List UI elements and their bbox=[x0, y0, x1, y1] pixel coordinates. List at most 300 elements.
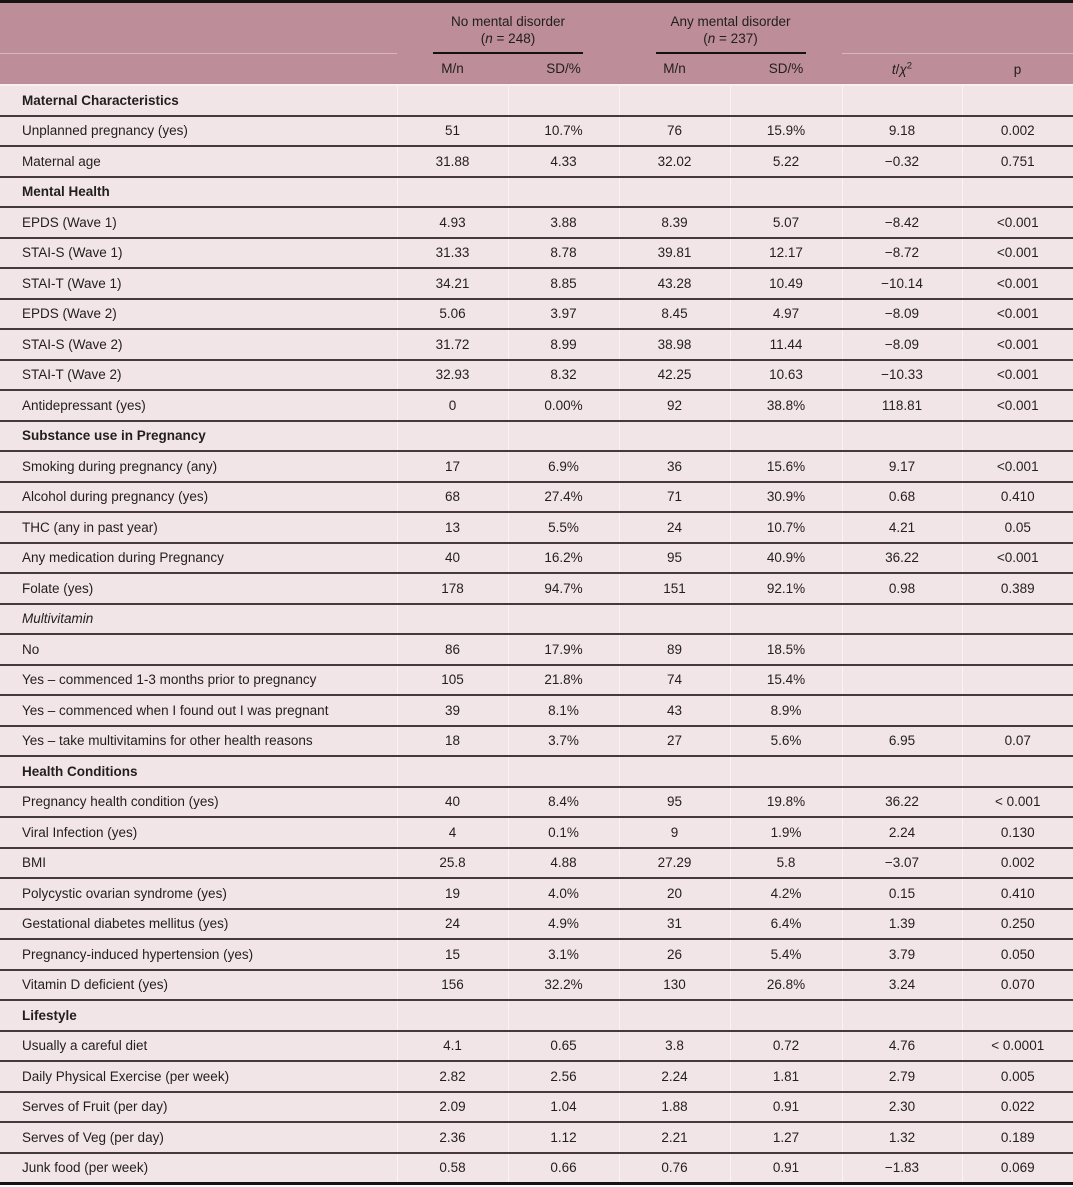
table-row bbox=[0, 1122, 1073, 1153]
subheader-row bbox=[0, 54, 1073, 86]
row-label: Mental Health bbox=[0, 177, 397, 208]
cell-p bbox=[962, 756, 1073, 787]
table-header bbox=[0, 2, 1073, 86]
row-label: Gestational diabetes mellitus (yes) bbox=[0, 909, 397, 940]
cell-sd-1: 32.2% bbox=[508, 970, 619, 1001]
row-label: Yes – commenced when I found out I was pregnant bbox=[0, 695, 397, 726]
row-label: Pregnancy health condition (yes) bbox=[0, 787, 397, 818]
table-row bbox=[0, 1153, 1073, 1184]
cell-sd-1: 0.66 bbox=[508, 1153, 619, 1184]
cell-mn-1: 19 bbox=[397, 878, 508, 909]
cell-mn-2 bbox=[619, 756, 730, 787]
row-label: Substance use in Pregnancy bbox=[0, 421, 397, 452]
cell-sd-1: 3.7% bbox=[508, 726, 619, 757]
group-header-no-mental-disorder bbox=[397, 2, 619, 54]
cell-p: 0.410 bbox=[962, 878, 1073, 909]
cell-mn-1: 156 bbox=[397, 970, 508, 1001]
cell-mn-2: 74 bbox=[619, 665, 730, 696]
empty-p-header bbox=[962, 2, 1073, 54]
cell-mn-2: 24 bbox=[619, 512, 730, 543]
cell-t-chi-square: 3.79 bbox=[842, 939, 962, 970]
cell-mn-1: 40 bbox=[397, 787, 508, 818]
cell-mn-1: 31.33 bbox=[397, 238, 508, 269]
section-header-row bbox=[0, 421, 1073, 452]
cell-t-chi-square: −8.09 bbox=[842, 329, 962, 360]
cell-mn-2: 76 bbox=[619, 116, 730, 147]
cell-t-chi-square: 2.30 bbox=[842, 1092, 962, 1123]
row-label: Yes – take multivitamins for other health reasons bbox=[0, 726, 397, 757]
cell-p bbox=[962, 604, 1073, 635]
table-row bbox=[0, 695, 1073, 726]
cell-mn-1: 17 bbox=[397, 451, 508, 482]
cell-mn-1: 5.06 bbox=[397, 299, 508, 330]
row-label: Junk food (per week) bbox=[0, 1153, 397, 1184]
table-row bbox=[0, 909, 1073, 940]
column-header-t-chi-square: $t/\chi^2$ bbox=[842, 54, 962, 86]
section-header-row bbox=[0, 177, 1073, 208]
cell-t-chi-square: −10.33 bbox=[842, 360, 962, 391]
section-header-row bbox=[0, 85, 1073, 116]
row-label: Antidepressant (yes) bbox=[0, 390, 397, 421]
cell-sd-2: 19.8% bbox=[730, 787, 842, 818]
cell-mn-1: 0 bbox=[397, 390, 508, 421]
table-row bbox=[0, 390, 1073, 421]
cell-t-chi-square bbox=[842, 634, 962, 665]
table-row bbox=[0, 939, 1073, 970]
cell-sd-1: 3.97 bbox=[508, 299, 619, 330]
cell-mn-1: 34.21 bbox=[397, 268, 508, 299]
cell-sd-1: 8.99 bbox=[508, 329, 619, 360]
section-header-row bbox=[0, 756, 1073, 787]
cell-p: 0.002 bbox=[962, 116, 1073, 147]
cell-mn-2: 36 bbox=[619, 451, 730, 482]
row-label: Daily Physical Exercise (per week) bbox=[0, 1061, 397, 1092]
cell-t-chi-square: 9.17 bbox=[842, 451, 962, 482]
cell-sd-1: 16.2% bbox=[508, 543, 619, 574]
cell-mn-1 bbox=[397, 177, 508, 208]
cell-sd-1: 4.33 bbox=[508, 146, 619, 177]
table-row bbox=[0, 970, 1073, 1001]
cell-sd-2: 1.81 bbox=[730, 1061, 842, 1092]
cell-t-chi-square: −10.14 bbox=[842, 268, 962, 299]
cell-mn-2: 1.88 bbox=[619, 1092, 730, 1123]
cell-mn-2: 3.8 bbox=[619, 1031, 730, 1062]
row-label: Serves of Veg (per day) bbox=[0, 1122, 397, 1153]
cell-mn-2 bbox=[619, 604, 730, 635]
row-label: STAI-S (Wave 2) bbox=[0, 329, 397, 360]
cell-p: 0.189 bbox=[962, 1122, 1073, 1153]
cell-sd-2: 0.72 bbox=[730, 1031, 842, 1062]
cell-mn-2: 39.81 bbox=[619, 238, 730, 269]
cell-sd-1: 21.8% bbox=[508, 665, 619, 696]
row-label: Smoking during pregnancy (any) bbox=[0, 451, 397, 482]
cell-sd-2: 5.8 bbox=[730, 848, 842, 879]
table-row bbox=[0, 634, 1073, 665]
cell-t-chi-square: 3.24 bbox=[842, 970, 962, 1001]
table-row bbox=[0, 573, 1073, 604]
cell-mn-1: 4.93 bbox=[397, 207, 508, 238]
row-label: STAI-T (Wave 2) bbox=[0, 360, 397, 391]
cell-mn-1: 68 bbox=[397, 482, 508, 513]
cell-sd-2 bbox=[730, 756, 842, 787]
table-row bbox=[0, 329, 1073, 360]
cell-mn-2: 8.39 bbox=[619, 207, 730, 238]
cell-mn-2: 9 bbox=[619, 817, 730, 848]
cell-t-chi-square bbox=[842, 756, 962, 787]
row-label: Yes – commenced 1-3 months prior to pregnancy bbox=[0, 665, 397, 696]
cell-mn-2: 130 bbox=[619, 970, 730, 1001]
cell-sd-1: 8.32 bbox=[508, 360, 619, 391]
cell-mn-1 bbox=[397, 756, 508, 787]
cell-sd-2: 1.9% bbox=[730, 817, 842, 848]
table-row bbox=[0, 360, 1073, 391]
cell-sd-2: 0.91 bbox=[730, 1153, 842, 1184]
row-label: Any medication during Pregnancy bbox=[0, 543, 397, 574]
cell-mn-2: 89 bbox=[619, 634, 730, 665]
cell-t-chi-square: −8.42 bbox=[842, 207, 962, 238]
cell-sd-2: 18.5% bbox=[730, 634, 842, 665]
row-label: Maternal age bbox=[0, 146, 397, 177]
row-label: STAI-S (Wave 1) bbox=[0, 238, 397, 269]
row-label: BMI bbox=[0, 848, 397, 879]
cell-mn-1: 4 bbox=[397, 817, 508, 848]
cell-sd-1: 4.9% bbox=[508, 909, 619, 940]
table-row bbox=[0, 726, 1073, 757]
cell-t-chi-square: 36.22 bbox=[842, 787, 962, 818]
cell-sd-2: 15.6% bbox=[730, 451, 842, 482]
cell-sd-1: 1.04 bbox=[508, 1092, 619, 1123]
row-label: Unplanned pregnancy (yes) bbox=[0, 116, 397, 147]
table-row bbox=[0, 116, 1073, 147]
cell-p: < 0.001 bbox=[962, 787, 1073, 818]
cell-sd-2: 26.8% bbox=[730, 970, 842, 1001]
cell-p: <0.001 bbox=[962, 299, 1073, 330]
cell-mn-2: 26 bbox=[619, 939, 730, 970]
cell-sd-1: 8.4% bbox=[508, 787, 619, 818]
cell-t-chi-square: 1.32 bbox=[842, 1122, 962, 1153]
cell-sd-2: 4.2% bbox=[730, 878, 842, 909]
cell-sd-1 bbox=[508, 604, 619, 635]
cell-p: <0.001 bbox=[962, 268, 1073, 299]
cell-p: 0.070 bbox=[962, 970, 1073, 1001]
table-row bbox=[0, 543, 1073, 574]
cell-mn-1: 18 bbox=[397, 726, 508, 757]
section-header-row bbox=[0, 604, 1073, 635]
cell-mn-2: 71 bbox=[619, 482, 730, 513]
cell-mn-1: 0.58 bbox=[397, 1153, 508, 1184]
cell-mn-2 bbox=[619, 85, 730, 116]
cell-sd-2: 5.07 bbox=[730, 207, 842, 238]
column-header-p: p bbox=[962, 54, 1073, 86]
cell-sd-1: 8.1% bbox=[508, 695, 619, 726]
cell-p bbox=[962, 85, 1073, 116]
cell-sd-2: 10.63 bbox=[730, 360, 842, 391]
row-label: Viral Infection (yes) bbox=[0, 817, 397, 848]
cell-p: < 0.0001 bbox=[962, 1031, 1073, 1062]
cell-p: <0.001 bbox=[962, 451, 1073, 482]
cell-t-chi-square: 118.81 bbox=[842, 390, 962, 421]
cell-t-chi-square: 0.98 bbox=[842, 573, 962, 604]
table-row bbox=[0, 848, 1073, 879]
cell-t-chi-square bbox=[842, 1000, 962, 1031]
table-row bbox=[0, 665, 1073, 696]
cell-sd-2: 6.4% bbox=[730, 909, 842, 940]
row-label: EPDS (Wave 2) bbox=[0, 299, 397, 330]
cell-sd-1: 5.5% bbox=[508, 512, 619, 543]
cell-mn-1: 15 bbox=[397, 939, 508, 970]
table-row bbox=[0, 512, 1073, 543]
column-header-sd-2: SD/% bbox=[730, 54, 842, 86]
cell-t-chi-square: 1.39 bbox=[842, 909, 962, 940]
cell-sd-1: 0.1% bbox=[508, 817, 619, 848]
cell-t-chi-square: 36.22 bbox=[842, 543, 962, 574]
cell-mn-2: 27 bbox=[619, 726, 730, 757]
row-label: Polycystic ovarian syndrome (yes) bbox=[0, 878, 397, 909]
cell-mn-1: 31.72 bbox=[397, 329, 508, 360]
table-row bbox=[0, 207, 1073, 238]
table-row bbox=[0, 878, 1073, 909]
row-label: Pregnancy-induced hypertension (yes) bbox=[0, 939, 397, 970]
table-row bbox=[0, 787, 1073, 818]
cell-t-chi-square: 4.76 bbox=[842, 1031, 962, 1062]
cell-p: 0.005 bbox=[962, 1061, 1073, 1092]
cell-sd-2: 15.9% bbox=[730, 116, 842, 147]
cell-mn-2 bbox=[619, 1000, 730, 1031]
empty-label-subheader bbox=[0, 54, 397, 86]
cell-p: 0.002 bbox=[962, 848, 1073, 879]
cell-t-chi-square bbox=[842, 665, 962, 696]
cell-sd-1: 8.85 bbox=[508, 268, 619, 299]
cell-p: <0.001 bbox=[962, 543, 1073, 574]
column-header-mn-1: M/n bbox=[397, 54, 508, 86]
cell-mn-2: 43.28 bbox=[619, 268, 730, 299]
cell-mn-2: 43 bbox=[619, 695, 730, 726]
cell-t-chi-square: −8.72 bbox=[842, 238, 962, 269]
cell-mn-1: 51 bbox=[397, 116, 508, 147]
cell-p: <0.001 bbox=[962, 390, 1073, 421]
cell-sd-2: 10.7% bbox=[730, 512, 842, 543]
cell-t-chi-square bbox=[842, 177, 962, 208]
table-body bbox=[0, 85, 1073, 1184]
row-label: No bbox=[0, 634, 397, 665]
cell-mn-2: 32.02 bbox=[619, 146, 730, 177]
cell-mn-2: 27.29 bbox=[619, 848, 730, 879]
cell-mn-1: 2.09 bbox=[397, 1092, 508, 1123]
cell-sd-1: 17.9% bbox=[508, 634, 619, 665]
cell-mn-1: 31.88 bbox=[397, 146, 508, 177]
cell-t-chi-square: −3.07 bbox=[842, 848, 962, 879]
cell-mn-2: 2.21 bbox=[619, 1122, 730, 1153]
group-sample-size: (n = 237) bbox=[703, 30, 758, 46]
cell-p bbox=[962, 177, 1073, 208]
cell-sd-1: 27.4% bbox=[508, 482, 619, 513]
cell-mn-1: 105 bbox=[397, 665, 508, 696]
cell-sd-1: 1.12 bbox=[508, 1122, 619, 1153]
cell-p: 0.410 bbox=[962, 482, 1073, 513]
table-row bbox=[0, 238, 1073, 269]
cell-mn-1: 24 bbox=[397, 909, 508, 940]
table-row bbox=[0, 146, 1073, 177]
row-label: Health Conditions bbox=[0, 756, 397, 787]
cell-t-chi-square: 9.18 bbox=[842, 116, 962, 147]
cell-sd-2: 40.9% bbox=[730, 543, 842, 574]
row-label: Multivitamin bbox=[0, 604, 397, 635]
cell-t-chi-square: 0.15 bbox=[842, 878, 962, 909]
cell-mn-1: 32.93 bbox=[397, 360, 508, 391]
empty-label-header bbox=[0, 2, 397, 54]
cell-mn-1 bbox=[397, 604, 508, 635]
cell-sd-2 bbox=[730, 85, 842, 116]
cell-mn-2: 92 bbox=[619, 390, 730, 421]
cell-t-chi-square bbox=[842, 421, 962, 452]
group-header-row bbox=[0, 2, 1073, 54]
section-header-row bbox=[0, 1000, 1073, 1031]
cell-sd-2: 30.9% bbox=[730, 482, 842, 513]
cell-sd-2: 4.97 bbox=[730, 299, 842, 330]
cell-sd-1: 4.88 bbox=[508, 848, 619, 879]
cell-p: 0.022 bbox=[962, 1092, 1073, 1123]
cell-p: 0.07 bbox=[962, 726, 1073, 757]
cell-sd-2 bbox=[730, 421, 842, 452]
cell-t-chi-square: 4.21 bbox=[842, 512, 962, 543]
cell-p: <0.001 bbox=[962, 207, 1073, 238]
cell-mn-2: 0.76 bbox=[619, 1153, 730, 1184]
cell-sd-2: 5.6% bbox=[730, 726, 842, 757]
cell-p: 0.389 bbox=[962, 573, 1073, 604]
cell-sd-2: 11.44 bbox=[730, 329, 842, 360]
cell-p bbox=[962, 695, 1073, 726]
cell-t-chi-square bbox=[842, 85, 962, 116]
cell-sd-1: 6.9% bbox=[508, 451, 619, 482]
cell-mn-1: 178 bbox=[397, 573, 508, 604]
cell-mn-2: 31 bbox=[619, 909, 730, 940]
group-header-any-mental-disorder bbox=[619, 2, 842, 54]
cell-sd-2: 15.4% bbox=[730, 665, 842, 696]
cell-sd-1 bbox=[508, 421, 619, 452]
cell-sd-1: 10.7% bbox=[508, 116, 619, 147]
cell-mn-1: 13 bbox=[397, 512, 508, 543]
cell-p bbox=[962, 634, 1073, 665]
row-label: Usually a careful diet bbox=[0, 1031, 397, 1062]
cell-p: 0.751 bbox=[962, 146, 1073, 177]
cell-mn-1: 25.8 bbox=[397, 848, 508, 879]
table-row bbox=[0, 1031, 1073, 1062]
cell-mn-2: 95 bbox=[619, 787, 730, 818]
cell-t-chi-square: −1.83 bbox=[842, 1153, 962, 1184]
cell-t-chi-square: −0.32 bbox=[842, 146, 962, 177]
row-label: EPDS (Wave 1) bbox=[0, 207, 397, 238]
cell-mn-1: 4.1 bbox=[397, 1031, 508, 1062]
cell-mn-1: 86 bbox=[397, 634, 508, 665]
cell-sd-1: 8.78 bbox=[508, 238, 619, 269]
cell-sd-1 bbox=[508, 177, 619, 208]
cell-mn-2: 95 bbox=[619, 543, 730, 574]
cell-t-chi-square: 2.24 bbox=[842, 817, 962, 848]
table-row bbox=[0, 1092, 1073, 1123]
cell-mn-2 bbox=[619, 177, 730, 208]
cell-mn-2: 2.24 bbox=[619, 1061, 730, 1092]
cell-sd-1 bbox=[508, 1000, 619, 1031]
cell-sd-2: 1.27 bbox=[730, 1122, 842, 1153]
row-label: Folate (yes) bbox=[0, 573, 397, 604]
cell-sd-1: 2.56 bbox=[508, 1061, 619, 1092]
cell-mn-1: 2.82 bbox=[397, 1061, 508, 1092]
cell-mn-1 bbox=[397, 1000, 508, 1031]
group-title: No mental disorder bbox=[450, 13, 566, 29]
cell-t-chi-square bbox=[842, 695, 962, 726]
cell-sd-2: 5.4% bbox=[730, 939, 842, 970]
cell-mn-2: 42.25 bbox=[619, 360, 730, 391]
row-label: Maternal Characteristics bbox=[0, 85, 397, 116]
cell-sd-2: 92.1% bbox=[730, 573, 842, 604]
cell-p: <0.001 bbox=[962, 360, 1073, 391]
cell-p: 0.130 bbox=[962, 817, 1073, 848]
cell-t-chi-square: 2.79 bbox=[842, 1061, 962, 1092]
row-label: Vitamin D deficient (yes) bbox=[0, 970, 397, 1001]
cell-p: 0.250 bbox=[962, 909, 1073, 940]
cell-sd-1: 0.00% bbox=[508, 390, 619, 421]
cell-t-chi-square: 6.95 bbox=[842, 726, 962, 757]
group-sample-size: (n = 248) bbox=[480, 30, 536, 46]
cell-p bbox=[962, 1000, 1073, 1031]
cell-sd-1: 4.0% bbox=[508, 878, 619, 909]
cell-sd-1: 94.7% bbox=[508, 573, 619, 604]
cell-sd-2: 10.49 bbox=[730, 268, 842, 299]
cell-p: 0.05 bbox=[962, 512, 1073, 543]
cell-t-chi-square: −8.09 bbox=[842, 299, 962, 330]
cell-mn-1: 2.36 bbox=[397, 1122, 508, 1153]
cell-sd-2: 0.91 bbox=[730, 1092, 842, 1123]
row-label: Alcohol during pregnancy (yes) bbox=[0, 482, 397, 513]
column-header-mn-2: M/n bbox=[619, 54, 730, 86]
cell-mn-2: 8.45 bbox=[619, 299, 730, 330]
cell-p bbox=[962, 665, 1073, 696]
cell-p: <0.001 bbox=[962, 329, 1073, 360]
table-row bbox=[0, 817, 1073, 848]
cell-mn-2: 20 bbox=[619, 878, 730, 909]
cell-sd-2 bbox=[730, 1000, 842, 1031]
table-row bbox=[0, 451, 1073, 482]
row-label: STAI-T (Wave 1) bbox=[0, 268, 397, 299]
cell-p: 0.069 bbox=[962, 1153, 1073, 1184]
table-row bbox=[0, 299, 1073, 330]
row-label: THC (any in past year) bbox=[0, 512, 397, 543]
cell-sd-2: 12.17 bbox=[730, 238, 842, 269]
cell-mn-2: 151 bbox=[619, 573, 730, 604]
column-header-sd-1: SD/% bbox=[508, 54, 619, 86]
cell-sd-1: 0.65 bbox=[508, 1031, 619, 1062]
cell-t-chi-square bbox=[842, 604, 962, 635]
cell-mn-1: 39 bbox=[397, 695, 508, 726]
cell-mn-1: 40 bbox=[397, 543, 508, 574]
cell-sd-1 bbox=[508, 85, 619, 116]
cell-sd-2 bbox=[730, 604, 842, 635]
row-label: Lifestyle bbox=[0, 1000, 397, 1031]
cell-mn-1 bbox=[397, 421, 508, 452]
cell-sd-1: 3.88 bbox=[508, 207, 619, 238]
cell-sd-2: 5.22 bbox=[730, 146, 842, 177]
cell-p bbox=[962, 421, 1073, 452]
cell-sd-2: 38.8% bbox=[730, 390, 842, 421]
row-label: Serves of Fruit (per day) bbox=[0, 1092, 397, 1123]
table-row bbox=[0, 268, 1073, 299]
cell-t-chi-square: 0.68 bbox=[842, 482, 962, 513]
table-row bbox=[0, 482, 1073, 513]
cell-p: 0.050 bbox=[962, 939, 1073, 970]
group-title: Any mental disorder bbox=[670, 13, 791, 29]
cell-sd-1: 3.1% bbox=[508, 939, 619, 970]
cell-p: <0.001 bbox=[962, 238, 1073, 269]
